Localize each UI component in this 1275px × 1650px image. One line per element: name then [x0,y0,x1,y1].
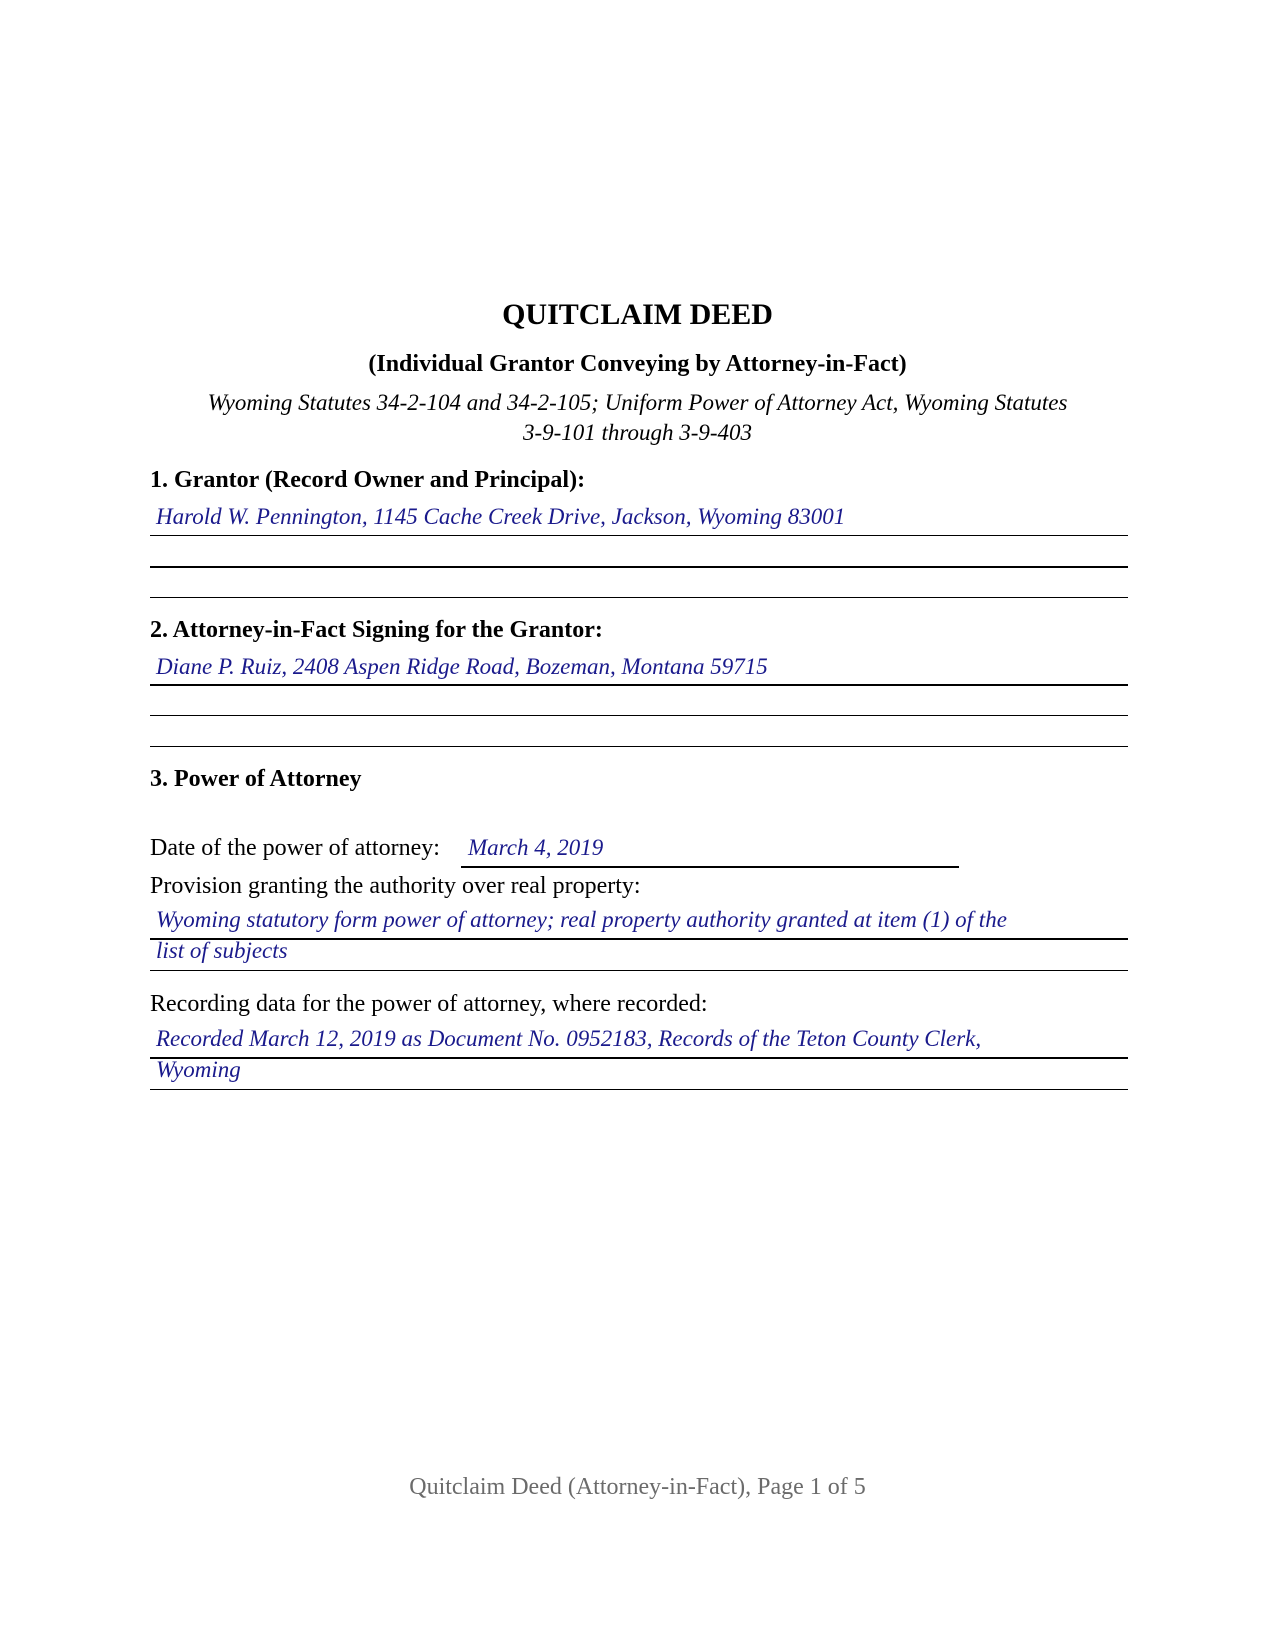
grantor-line-3 [150,597,1128,598]
recording-value-line-1[interactable]: Recorded March 12, 2019 as Document No. 0952183, Records of the Teton County Clerk, [156,1026,982,1051]
recording-line-1 [150,1057,1128,1059]
provision-line-2 [150,970,1128,971]
page-footer: Quitclaim Deed (Attorney-in-Fact), Page 1 of 5 [409,1474,866,1500]
provision-label: Provision granting the authority over real property: [150,873,641,899]
recording-line-2 [150,1089,1128,1090]
power-of-attorney-heading: 3. Power of Attorney [150,766,362,792]
attorney-in-fact-line-3 [150,746,1128,747]
attorney-in-fact-line-1 [150,684,1128,686]
recording-value-line-2[interactable]: Wyoming [156,1057,241,1082]
statute-line-1: Wyoming Statutes 34-2-104 and 34-2-105; Uniform Power of Attorney Act, Wyoming Statutes [207,390,1068,415]
grantor-value[interactable]: Harold W. Pennington, 1145 Cache Creek Drive, Jackson, Wyoming 83001 [156,504,846,529]
poa-date-line [461,866,959,868]
document-title: QUITCLAIM DEED [502,298,773,331]
poa-date-label: Date of the power of attorney: [150,835,440,861]
provision-value-line-2[interactable]: list of subjects [156,938,288,963]
attorney-in-fact-value[interactable]: Diane P. Ruiz, 2408 Aspen Ridge Road, Bozeman, Montana 59715 [156,654,768,679]
attorney-in-fact-line-2 [150,715,1128,716]
statute-line-2: 3-9-101 through 3-9-403 [522,420,753,445]
document-subtitle: (Individual Grantor Conveying by Attorney-in-Fact) [368,351,907,377]
statute-reference [150,388,1125,448]
attorney-in-fact-heading: 2. Attorney-in-Fact Signing for the Grantor: [150,617,603,643]
recording-label: Recording data for the power of attorney, where recorded: [150,991,708,1017]
poa-date-value[interactable]: March 4, 2019 [468,835,604,860]
grantor-line-2 [150,566,1128,568]
provision-line-1 [150,938,1128,940]
grantor-heading: 1. Grantor (Record Owner and Principal): [150,467,586,493]
provision-value-line-1[interactable]: Wyoming statutory form power of attorney; real property authority granted at item (1) of the [156,907,1007,932]
grantor-line-1 [150,535,1128,536]
